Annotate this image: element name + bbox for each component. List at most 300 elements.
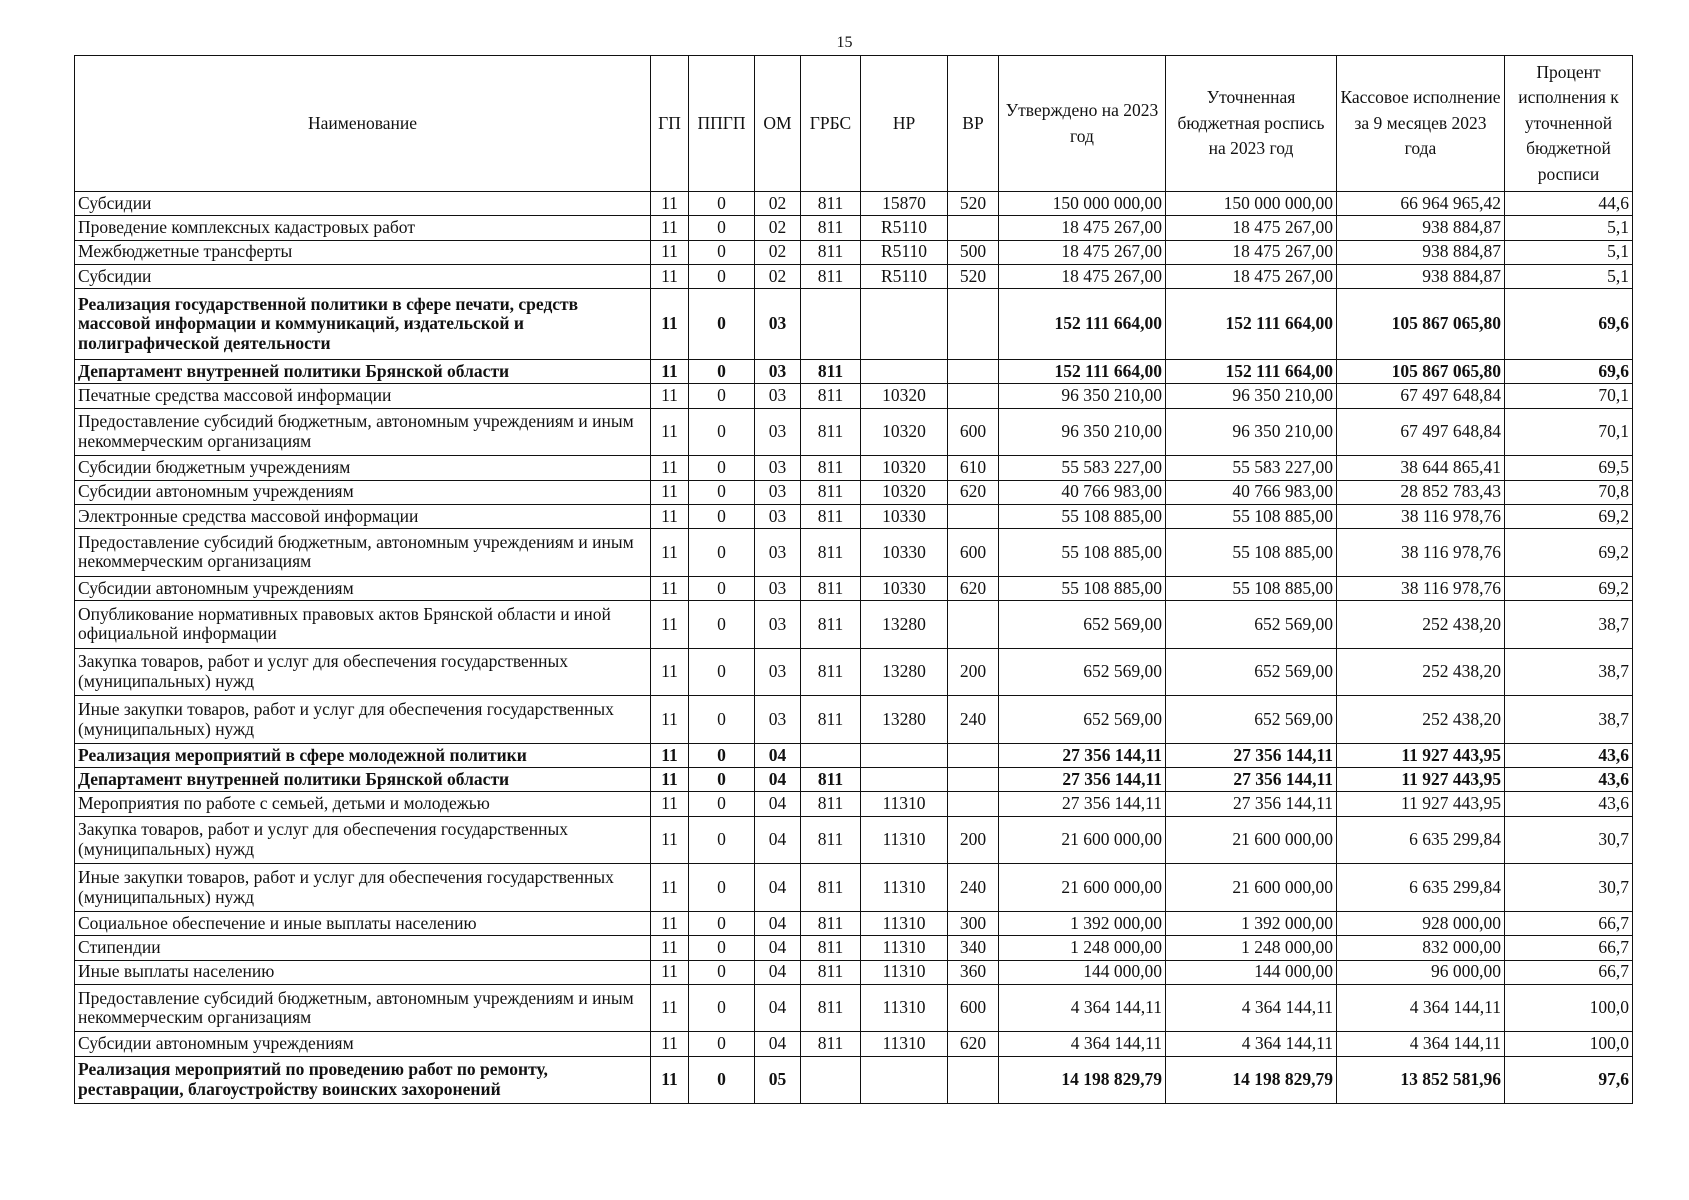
cell-nr: 10330 [861,504,948,528]
table-row [75,864,1633,912]
cell-cash: 252 438,20 [1337,696,1505,744]
cell-gp: 11 [651,696,689,744]
cell-nr: 10320 [861,456,948,480]
table-row [75,576,1633,600]
table-row [75,240,1633,264]
cell-gp: 11 [651,216,689,240]
cell-refined: 55 108 885,00 [1166,504,1337,528]
cell-refined: 4 364 144,11 [1166,1032,1337,1056]
cell-refined: 55 583 227,00 [1166,456,1337,480]
col-header-grbs: ГРБС [801,56,861,192]
cell-ppgp: 0 [689,816,755,864]
cell-percent: 69,6 [1505,360,1633,384]
cell-percent: 66,7 [1505,911,1633,935]
cell-ppgp: 0 [689,504,755,528]
cell-approved: 652 569,00 [999,648,1166,696]
cell-refined: 144 000,00 [1166,960,1337,984]
cell-refined: 152 111 664,00 [1166,360,1337,384]
table-row [75,1056,1633,1104]
cell-percent: 69,5 [1505,456,1633,480]
cell-vr: 600 [948,408,999,456]
cell-gp: 11 [651,984,689,1032]
cell-refined: 27 356 144,11 [1166,768,1337,792]
cell-name: Стипендии [75,936,651,960]
cell-gp: 11 [651,816,689,864]
cell-name: Социальное обеспечение и иные выплаты населению [75,911,651,935]
cell-approved: 21 600 000,00 [999,816,1166,864]
cell-approved: 652 569,00 [999,601,1166,649]
cell-approved: 96 350 210,00 [999,384,1166,408]
cell-approved: 27 356 144,11 [999,792,1166,816]
cell-refined: 96 350 210,00 [1166,408,1337,456]
cell-gp: 11 [651,384,689,408]
table-row [75,696,1633,744]
cell-cash: 105 867 065,80 [1337,289,1505,360]
cell-vr: 200 [948,648,999,696]
cell-om: 04 [755,768,801,792]
cell-percent: 38,7 [1505,648,1633,696]
cell-om: 03 [755,648,801,696]
table-row [75,289,1633,360]
cell-refined: 18 475 267,00 [1166,264,1337,288]
cell-refined: 1 248 000,00 [1166,936,1337,960]
cell-nr: R5110 [861,216,948,240]
cell-cash: 28 852 783,43 [1337,480,1505,504]
col-header-approved: Утверждено на 2023 год [999,56,1166,192]
cell-cash: 13 852 581,96 [1337,1056,1505,1104]
cell-cash: 96 000,00 [1337,960,1505,984]
cell-om: 04 [755,936,801,960]
table-row [75,456,1633,480]
cell-vr: 620 [948,576,999,600]
cell-grbs: 811 [801,648,861,696]
col-header-percent: Процент исполнения к уточненной бюджетной росписи [1505,56,1633,192]
cell-nr [861,289,948,360]
cell-gp: 11 [651,480,689,504]
cell-approved: 55 108 885,00 [999,529,1166,577]
cell-name: Реализация мероприятий в сфере молодежной политики [75,743,651,767]
cell-percent: 70,8 [1505,480,1633,504]
col-header-refined: Уточненная бюджетная роспись на 2023 год [1166,56,1337,192]
cell-grbs: 811 [801,240,861,264]
page-number: 15 [836,34,853,51]
cell-ppgp: 0 [689,216,755,240]
cell-percent: 69,2 [1505,504,1633,528]
cell-grbs: 811 [801,864,861,912]
cell-name: Иные закупки товаров, работ и услуг для обеспечения государственных (муниципальных) нужд [75,864,651,912]
cell-cash: 4 364 144,11 [1337,1032,1505,1056]
cell-name: Проведение комплексных кадастровых работ [75,216,651,240]
cell-percent: 69,2 [1505,576,1633,600]
cell-om: 05 [755,1056,801,1104]
cell-grbs: 811 [801,601,861,649]
col-header-ppgp: ППГП [689,56,755,192]
cell-name: Мероприятия по работе с семьей, детьми и молодежью [75,792,651,816]
table-row [75,601,1633,649]
cell-om: 04 [755,960,801,984]
cell-approved: 18 475 267,00 [999,240,1166,264]
cell-gp: 11 [651,864,689,912]
cell-nr: 15870 [861,192,948,216]
cell-nr: 10320 [861,408,948,456]
cell-name: Департамент внутренней политики Брянской области [75,360,651,384]
cell-om: 03 [755,504,801,528]
cell-percent: 66,7 [1505,936,1633,960]
cell-refined: 21 600 000,00 [1166,864,1337,912]
cell-percent: 100,0 [1505,984,1633,1032]
cell-nr: 13280 [861,696,948,744]
cell-om: 04 [755,984,801,1032]
cell-grbs: 811 [801,792,861,816]
cell-approved: 144 000,00 [999,960,1166,984]
cell-ppgp: 0 [689,408,755,456]
cell-grbs: 811 [801,529,861,577]
col-header-nr: НР [861,56,948,192]
cell-gp: 11 [651,456,689,480]
cell-om: 03 [755,601,801,649]
cell-name: Электронные средства массовой информации [75,504,651,528]
cell-grbs: 811 [801,911,861,935]
cell-approved: 40 766 983,00 [999,480,1166,504]
cell-name: Предоставление субсидий бюджетным, автономным учреждениям и иным некоммерческим организациям [75,408,651,456]
cell-approved: 150 000 000,00 [999,192,1166,216]
cell-name: Предоставление субсидий бюджетным, автономным учреждениям и иным некоммерческим организациям [75,984,651,1032]
table-row [75,384,1633,408]
col-header-om: ОМ [755,56,801,192]
cell-vr: 340 [948,936,999,960]
cell-ppgp: 0 [689,601,755,649]
cell-grbs [801,1056,861,1104]
cell-vr [948,289,999,360]
cell-gp: 11 [651,792,689,816]
cell-gp: 11 [651,911,689,935]
cell-gp: 11 [651,936,689,960]
cell-percent: 97,6 [1505,1056,1633,1104]
table-row [75,816,1633,864]
cell-grbs: 811 [801,216,861,240]
cell-cash: 4 364 144,11 [1337,984,1505,1032]
cell-approved: 27 356 144,11 [999,743,1166,767]
cell-name: Субсидии автономным учреждениям [75,1032,651,1056]
cell-gp: 11 [651,576,689,600]
cell-nr: 10330 [861,529,948,577]
cell-om: 03 [755,408,801,456]
cell-cash: 252 438,20 [1337,648,1505,696]
table-row [75,408,1633,456]
cell-refined: 1 392 000,00 [1166,911,1337,935]
cell-cash: 38 116 978,76 [1337,529,1505,577]
cell-grbs [801,743,861,767]
cell-ppgp: 0 [689,192,755,216]
cell-cash: 11 927 443,95 [1337,768,1505,792]
cell-approved: 96 350 210,00 [999,408,1166,456]
cell-name: Реализация мероприятий по проведению работ по ремонту, реставрации, благоустройству воинских захоронений [75,1056,651,1104]
cell-approved: 55 108 885,00 [999,576,1166,600]
table-row [75,648,1633,696]
cell-ppgp: 0 [689,648,755,696]
cell-name: Департамент внутренней политики Брянской области [75,768,651,792]
cell-ppgp: 0 [689,1032,755,1056]
cell-om: 04 [755,743,801,767]
cell-cash: 832 000,00 [1337,936,1505,960]
cell-cash: 67 497 648,84 [1337,408,1505,456]
cell-refined: 55 108 885,00 [1166,529,1337,577]
cell-cash: 38 644 865,41 [1337,456,1505,480]
cell-om: 04 [755,816,801,864]
cell-name: Межбюджетные трансферты [75,240,651,264]
cell-ppgp: 0 [689,240,755,264]
cell-grbs: 811 [801,408,861,456]
cell-approved: 18 475 267,00 [999,216,1166,240]
table-row [75,1032,1633,1056]
cell-cash: 938 884,87 [1337,240,1505,264]
table-row [75,768,1633,792]
cell-refined: 4 364 144,11 [1166,984,1337,1032]
cell-nr: 11310 [861,1032,948,1056]
cell-cash: 105 867 065,80 [1337,360,1505,384]
cell-cash: 938 884,87 [1337,216,1505,240]
cell-cash: 38 116 978,76 [1337,576,1505,600]
cell-ppgp: 0 [689,264,755,288]
cell-name: Субсидии [75,264,651,288]
cell-nr: R5110 [861,264,948,288]
cell-vr: 610 [948,456,999,480]
cell-vr: 520 [948,264,999,288]
table-row [75,264,1633,288]
cell-ppgp: 0 [689,456,755,480]
cell-ppgp: 0 [689,768,755,792]
cell-gp: 11 [651,1032,689,1056]
cell-om: 03 [755,289,801,360]
cell-om: 04 [755,1032,801,1056]
cell-approved: 27 356 144,11 [999,768,1166,792]
cell-approved: 1 392 000,00 [999,911,1166,935]
cell-approved: 18 475 267,00 [999,264,1166,288]
cell-vr: 240 [948,864,999,912]
cell-ppgp: 0 [689,1056,755,1104]
cell-grbs: 811 [801,984,861,1032]
cell-vr: 360 [948,960,999,984]
cell-refined: 55 108 885,00 [1166,576,1337,600]
cell-refined: 652 569,00 [1166,601,1337,649]
cell-nr [861,768,948,792]
cell-grbs: 811 [801,960,861,984]
cell-percent: 5,1 [1505,216,1633,240]
cell-vr [948,601,999,649]
cell-cash: 938 884,87 [1337,264,1505,288]
cell-vr [948,1056,999,1104]
cell-grbs: 811 [801,936,861,960]
cell-nr: 11310 [861,960,948,984]
cell-grbs: 811 [801,1032,861,1056]
cell-refined: 96 350 210,00 [1166,384,1337,408]
cell-cash: 66 964 965,42 [1337,192,1505,216]
cell-gp: 11 [651,529,689,577]
cell-ppgp: 0 [689,960,755,984]
cell-grbs: 811 [801,768,861,792]
cell-percent: 69,2 [1505,529,1633,577]
cell-vr [948,384,999,408]
cell-percent: 30,7 [1505,816,1633,864]
col-header-vr: ВР [948,56,999,192]
cell-om: 04 [755,911,801,935]
cell-ppgp: 0 [689,696,755,744]
cell-om: 03 [755,696,801,744]
cell-name: Субсидии автономным учреждениям [75,480,651,504]
cell-ppgp: 0 [689,360,755,384]
cell-nr: 13280 [861,601,948,649]
cell-grbs: 811 [801,816,861,864]
table-row [75,504,1633,528]
cell-name: Субсидии бюджетным учреждениям [75,456,651,480]
cell-cash: 6 635 299,84 [1337,864,1505,912]
cell-grbs: 811 [801,192,861,216]
cell-nr [861,360,948,384]
cell-approved: 14 198 829,79 [999,1056,1166,1104]
cell-percent: 100,0 [1505,1032,1633,1056]
cell-percent: 43,6 [1505,768,1633,792]
cell-refined: 150 000 000,00 [1166,192,1337,216]
cell-grbs [801,289,861,360]
cell-percent: 43,6 [1505,792,1633,816]
cell-ppgp: 0 [689,984,755,1032]
cell-nr: 11310 [861,984,948,1032]
cell-om: 03 [755,480,801,504]
cell-approved: 55 108 885,00 [999,504,1166,528]
cell-refined: 14 198 829,79 [1166,1056,1337,1104]
cell-grbs: 811 [801,384,861,408]
cell-name: Опубликование нормативных правовых актов Брянской области и иной официальной информации [75,601,651,649]
cell-name: Закупка товаров, работ и услуг для обеспечения государственных (муниципальных) нужд [75,648,651,696]
cell-om: 03 [755,576,801,600]
cell-om: 03 [755,456,801,480]
cell-name: Иные выплаты населению [75,960,651,984]
cell-nr: 11310 [861,792,948,816]
cell-cash: 11 927 443,95 [1337,743,1505,767]
cell-percent: 5,1 [1505,240,1633,264]
cell-refined: 18 475 267,00 [1166,240,1337,264]
cell-grbs: 811 [801,504,861,528]
cell-refined: 652 569,00 [1166,648,1337,696]
cell-gp: 11 [651,289,689,360]
cell-nr: R5110 [861,240,948,264]
cell-refined: 18 475 267,00 [1166,216,1337,240]
cell-percent: 38,7 [1505,601,1633,649]
cell-gp: 11 [651,360,689,384]
cell-approved: 152 111 664,00 [999,360,1166,384]
cell-percent: 70,1 [1505,408,1633,456]
table-row [75,911,1633,935]
cell-cash: 38 116 978,76 [1337,504,1505,528]
cell-om: 03 [755,529,801,577]
cell-percent: 69,6 [1505,289,1633,360]
cell-gp: 11 [651,601,689,649]
budget-table [74,55,1633,1104]
cell-nr: 10320 [861,480,948,504]
cell-cash: 6 635 299,84 [1337,816,1505,864]
cell-percent: 66,7 [1505,960,1633,984]
col-header-gp: ГП [651,56,689,192]
cell-cash: 67 497 648,84 [1337,384,1505,408]
cell-grbs: 811 [801,360,861,384]
cell-nr: 11310 [861,816,948,864]
cell-om: 03 [755,384,801,408]
cell-cash: 252 438,20 [1337,601,1505,649]
cell-nr: 13280 [861,648,948,696]
cell-name: Закупка товаров, работ и услуг для обеспечения государственных (муниципальных) нужд [75,816,651,864]
cell-vr: 620 [948,480,999,504]
cell-vr: 600 [948,529,999,577]
cell-ppgp: 0 [689,529,755,577]
cell-grbs: 811 [801,456,861,480]
cell-om: 03 [755,360,801,384]
cell-grbs: 811 [801,264,861,288]
cell-refined: 27 356 144,11 [1166,792,1337,816]
cell-ppgp: 0 [689,864,755,912]
cell-vr: 620 [948,1032,999,1056]
cell-om: 02 [755,192,801,216]
table-row [75,984,1633,1032]
cell-nr: 11310 [861,936,948,960]
cell-om: 02 [755,240,801,264]
cell-approved: 21 600 000,00 [999,864,1166,912]
cell-vr: 600 [948,984,999,1032]
cell-gp: 11 [651,192,689,216]
cell-vr: 500 [948,240,999,264]
cell-ppgp: 0 [689,936,755,960]
cell-approved: 1 248 000,00 [999,936,1166,960]
cell-gp: 11 [651,648,689,696]
cell-om: 02 [755,216,801,240]
cell-nr [861,1056,948,1104]
cell-vr: 240 [948,696,999,744]
cell-grbs: 811 [801,696,861,744]
cell-ppgp: 0 [689,743,755,767]
cell-vr: 300 [948,911,999,935]
cell-name: Печатные средства массовой информации [75,384,651,408]
table-row [75,960,1633,984]
cell-grbs: 811 [801,576,861,600]
table-row [75,480,1633,504]
table-row [75,529,1633,577]
cell-vr: 200 [948,816,999,864]
cell-refined: 152 111 664,00 [1166,289,1337,360]
cell-approved: 4 364 144,11 [999,1032,1166,1056]
cell-vr [948,768,999,792]
cell-cash: 928 000,00 [1337,911,1505,935]
cell-percent: 44,6 [1505,192,1633,216]
cell-gp: 11 [651,1056,689,1104]
cell-gp: 11 [651,768,689,792]
table-row [75,743,1633,767]
cell-vr [948,504,999,528]
cell-vr: 520 [948,192,999,216]
cell-om: 04 [755,864,801,912]
cell-gp: 11 [651,504,689,528]
cell-nr: 11310 [861,864,948,912]
cell-approved: 55 583 227,00 [999,456,1166,480]
table-row [75,216,1633,240]
cell-nr: 10320 [861,384,948,408]
cell-ppgp: 0 [689,384,755,408]
table-header-row [75,56,1633,192]
cell-name: Субсидии [75,192,651,216]
cell-name: Предоставление субсидий бюджетным, автономным учреждениям и иным некоммерческим организациям [75,529,651,577]
cell-gp: 11 [651,264,689,288]
cell-refined: 40 766 983,00 [1166,480,1337,504]
cell-grbs: 811 [801,480,861,504]
cell-nr: 10330 [861,576,948,600]
